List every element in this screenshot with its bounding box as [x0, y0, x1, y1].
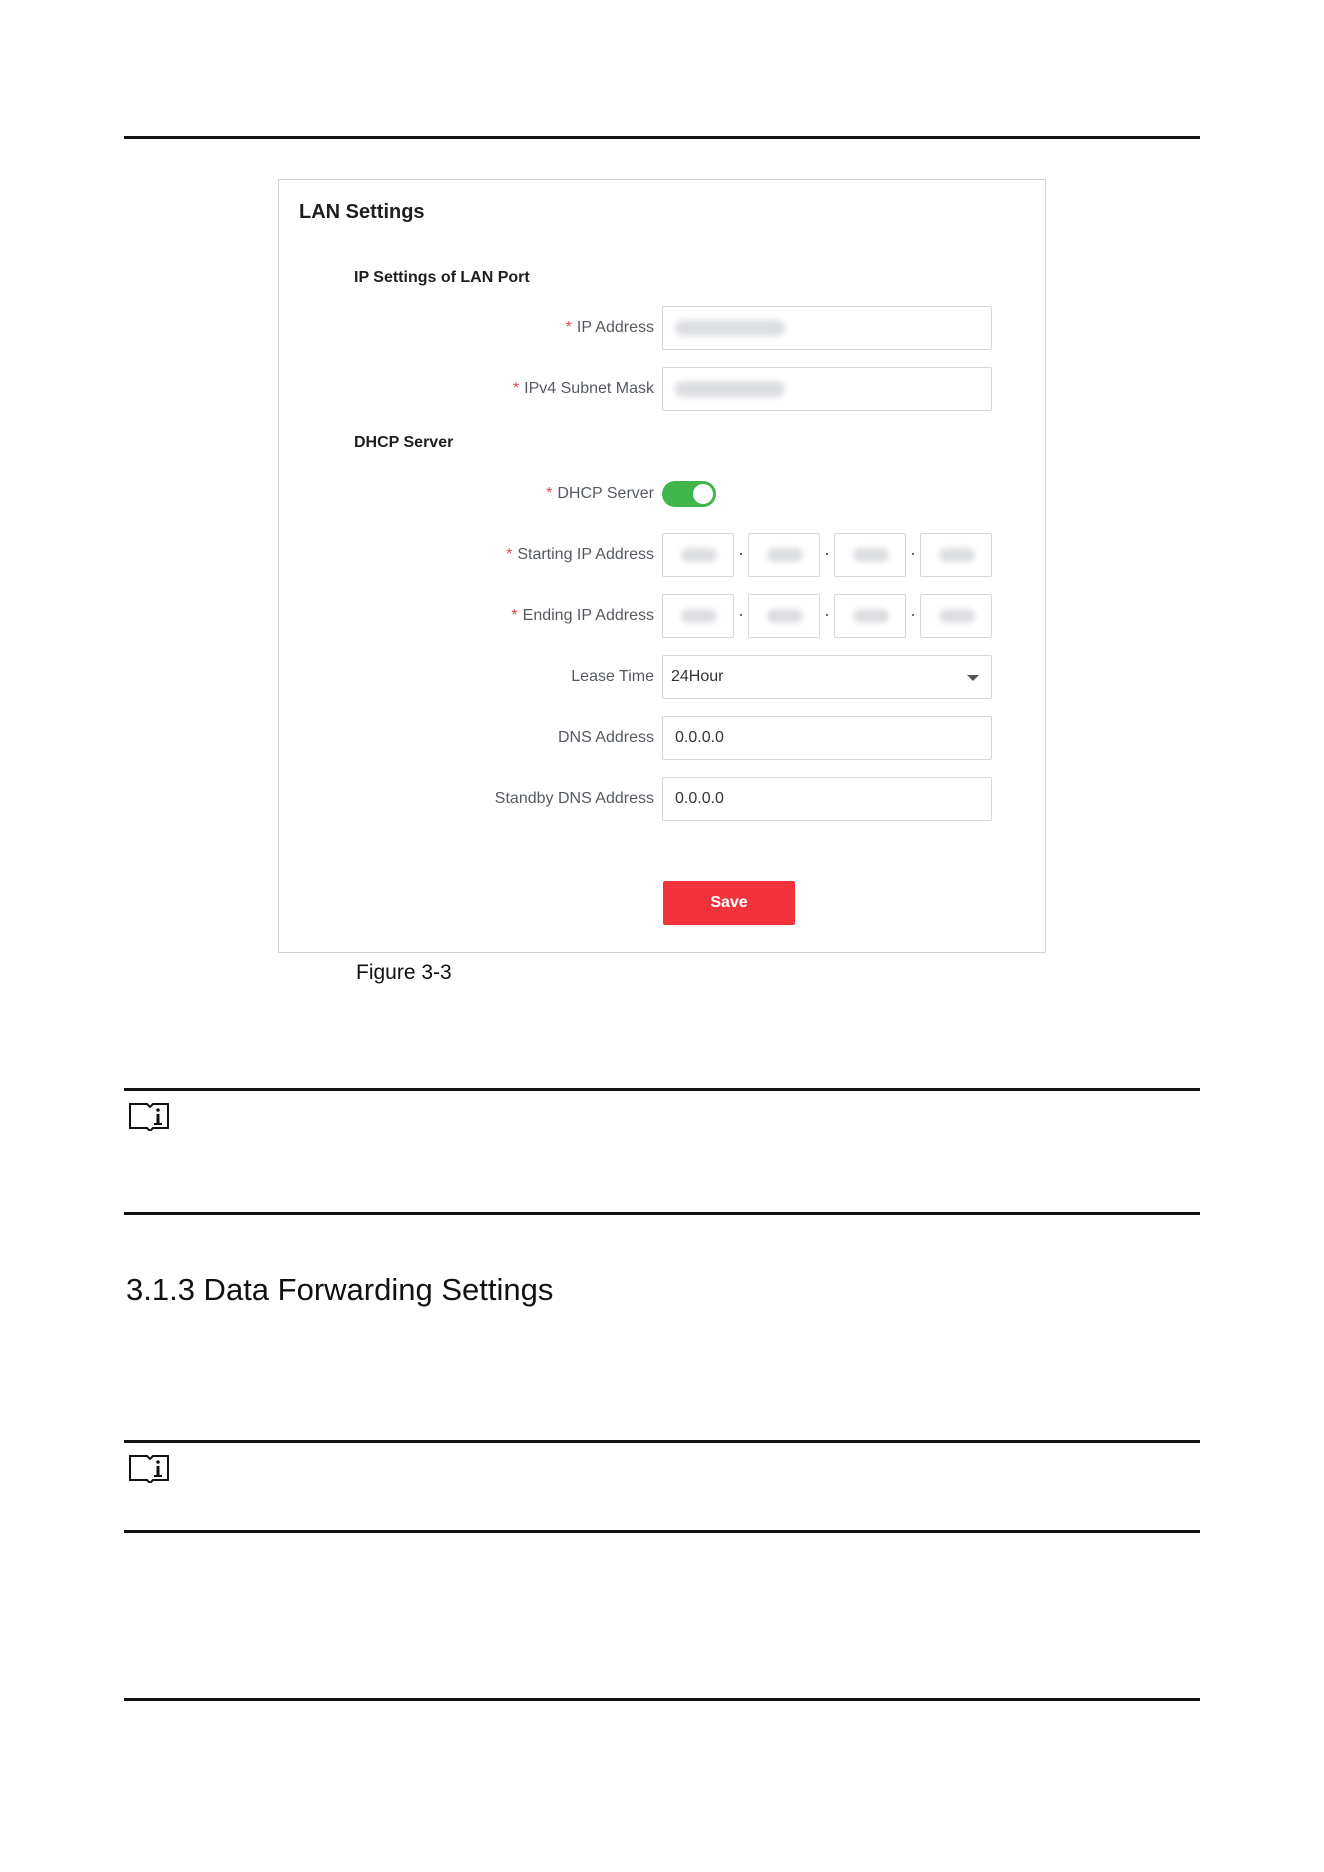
- ip-separator: ·: [738, 604, 744, 624]
- dns-address-row: [279, 716, 1047, 760]
- panel-title: LAN Settings: [299, 201, 425, 223]
- note-top-rule: [124, 1088, 1200, 1091]
- dns-address-input[interactable]: [662, 716, 992, 760]
- starting-ip-row: [279, 533, 1047, 577]
- ending-ip-octet-3[interactable]: [834, 594, 906, 638]
- redacted-value: [853, 609, 889, 623]
- redacted-value: [939, 609, 975, 623]
- redacted-value: [939, 548, 975, 562]
- dns-address-label: DNS Address: [557, 729, 654, 746]
- lease-time-select[interactable]: [662, 655, 992, 699]
- dhcp-server-label-text: DHCP Server: [557, 485, 654, 502]
- dns-address-value: 0.0.0.0: [675, 729, 724, 746]
- ip-separator: ·: [738, 543, 744, 563]
- section-heading: 3.1.3 Data Forwarding Settings: [126, 1272, 554, 1307]
- ip-address-label: [566, 306, 654, 350]
- required-marker: *: [565, 319, 572, 336]
- required-marker: *: [506, 546, 513, 563]
- page-bottom-rule: [124, 1698, 1200, 1701]
- save-button[interactable]: Save: [663, 881, 795, 925]
- starting-ip-label: [506, 533, 654, 577]
- dhcp-server-row: [279, 472, 1047, 516]
- subnet-mask-label: [513, 367, 654, 411]
- lease-time-row: [279, 655, 1047, 699]
- standby-dns-label: Standby DNS Address: [494, 790, 654, 807]
- redacted-value: [681, 548, 717, 562]
- starting-ip-octet-4[interactable]: [920, 533, 992, 577]
- ending-ip-row: [279, 594, 1047, 638]
- ip-separator: ·: [824, 543, 830, 563]
- redacted-value: [767, 548, 803, 562]
- ip-address-label-text: IP Address: [576, 319, 654, 336]
- starting-ip-octet-2[interactable]: [748, 533, 820, 577]
- ip-separator: ·: [910, 604, 916, 624]
- ending-ip-octet-4[interactable]: [920, 594, 992, 638]
- starting-ip-label-text: Starting IP Address: [517, 546, 654, 563]
- starting-ip-octet-1[interactable]: [662, 533, 734, 577]
- redacted-value: [853, 548, 889, 562]
- subnet-mask-input[interactable]: [662, 367, 992, 411]
- ending-ip-label-text: Ending IP Address: [522, 607, 654, 624]
- ip-separator: ·: [910, 543, 916, 563]
- required-marker: *: [511, 607, 518, 624]
- ending-ip-octet-2[interactable]: [748, 594, 820, 638]
- lan-settings-panel: [278, 179, 1046, 953]
- redacted-value: [767, 609, 803, 623]
- lease-time-value: 24Hour: [671, 668, 724, 685]
- ip-separator: ·: [824, 604, 830, 624]
- section-title-ip-settings: IP Settings of LAN Port: [354, 269, 530, 286]
- toggle-knob: [693, 484, 713, 504]
- note-top-rule: [124, 1440, 1200, 1443]
- page-top-rule: [124, 136, 1200, 139]
- note-book-icon: [127, 1101, 171, 1131]
- ending-ip-label: [511, 594, 654, 638]
- subnet-mask-label-text: IPv4 Subnet Mask: [524, 380, 654, 397]
- figure-caption: Figure 3-3: [356, 961, 452, 984]
- note-bottom-rule: [124, 1530, 1200, 1533]
- redacted-value: [675, 381, 785, 397]
- standby-dns-value: 0.0.0.0: [675, 790, 724, 807]
- dhcp-server-label: [546, 472, 654, 516]
- starting-ip-octet-3[interactable]: [834, 533, 906, 577]
- section-title-dhcp: DHCP Server: [354, 434, 454, 451]
- redacted-value: [675, 320, 785, 336]
- note-book-icon: [127, 1453, 171, 1483]
- standby-dns-row: [279, 777, 1047, 821]
- required-marker: *: [512, 380, 520, 397]
- lease-time-label: Lease Time: [571, 668, 654, 685]
- note-bottom-rule: [124, 1212, 1200, 1215]
- subnet-mask-row: [279, 367, 1047, 411]
- redacted-value: [681, 609, 717, 623]
- dhcp-server-toggle[interactable]: [662, 481, 716, 507]
- ip-address-row: [279, 306, 1047, 350]
- required-marker: *: [546, 485, 553, 502]
- standby-dns-input[interactable]: [662, 777, 992, 821]
- caret-down-icon: [967, 675, 979, 681]
- ip-address-input[interactable]: [662, 306, 992, 350]
- ending-ip-octet-1[interactable]: [662, 594, 734, 638]
